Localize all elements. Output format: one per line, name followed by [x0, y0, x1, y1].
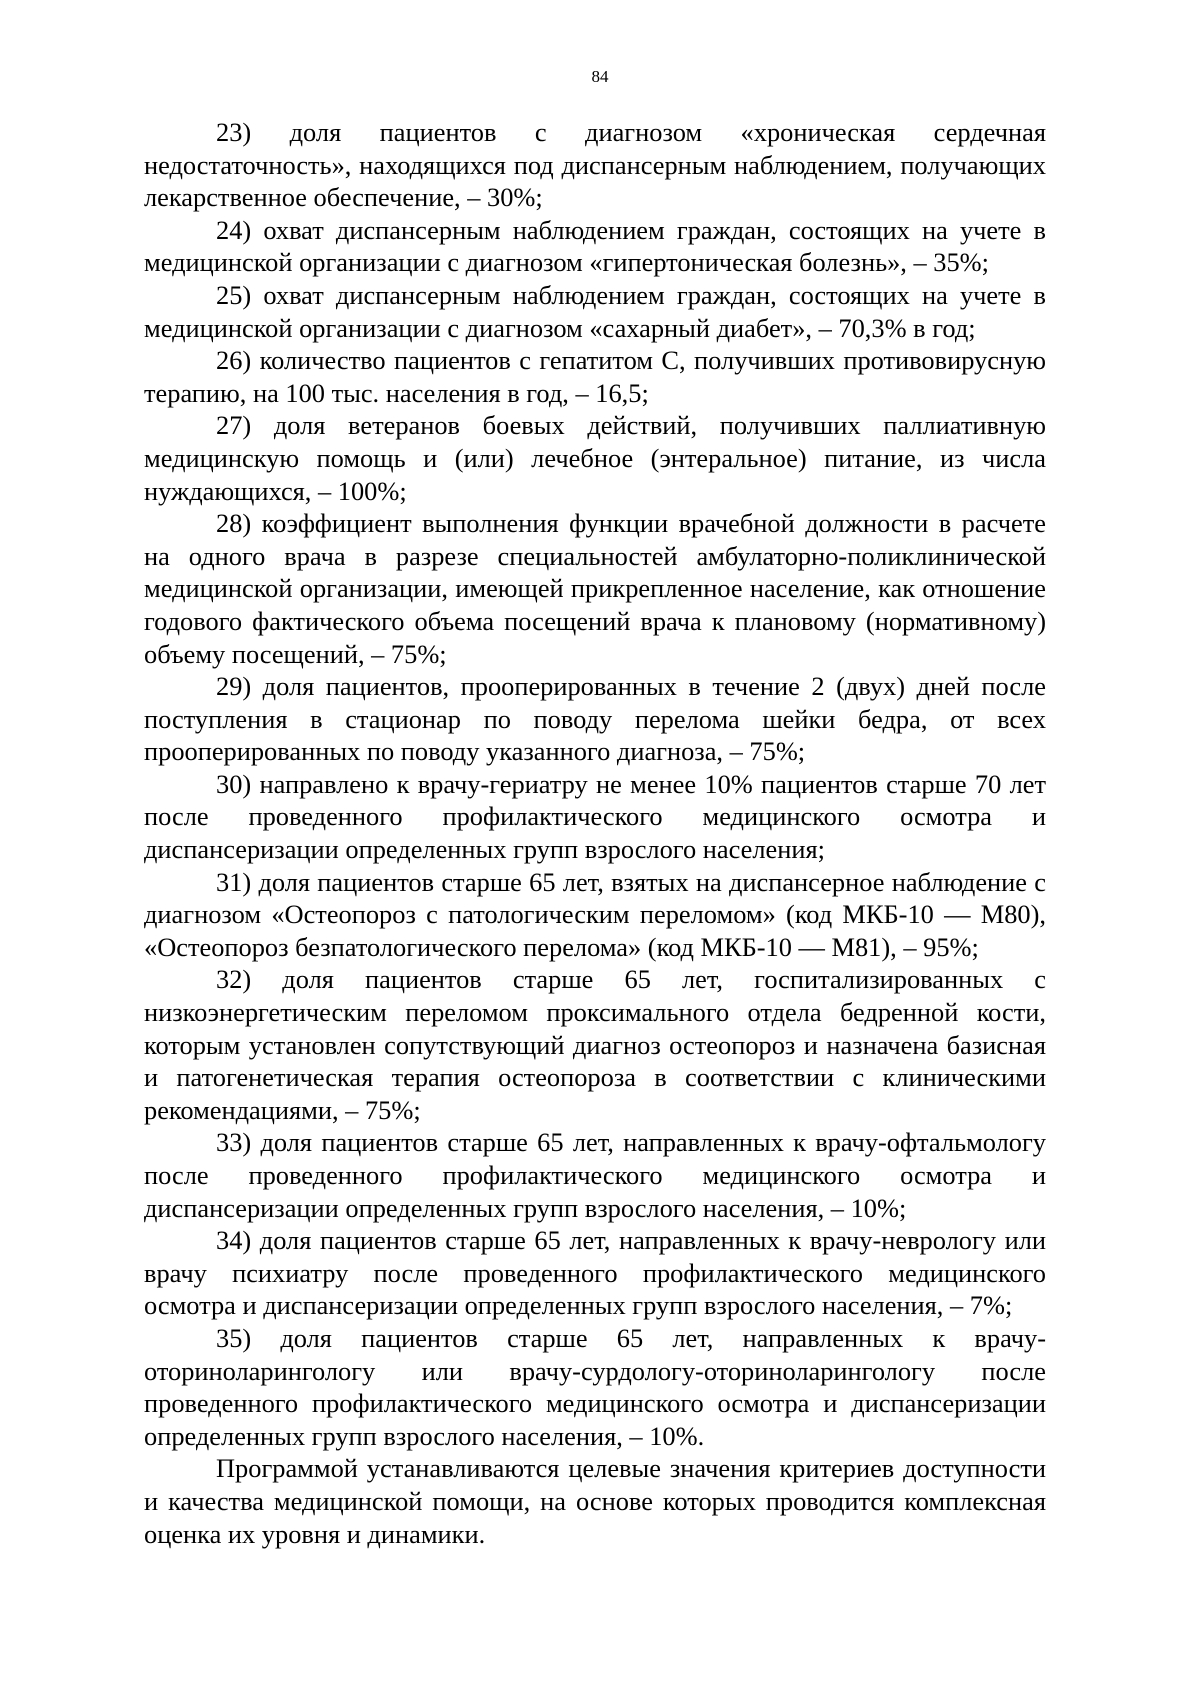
list-item-29: 29) доля пациентов, прооперированных в течение 2 (двух) дней после поступления в стационар по поводу перелома шейки бедра, от всех прооперированных по поводу указанного диагноза, – 75%; [144, 671, 1046, 767]
list-item-23: 23) доля пациентов с диагнозом «хроническая сердечная недостаточность», находящихся под диспансерным наблюдением, получающих лекарственное обеспечение, – 30%; [144, 117, 1046, 213]
closing-paragraph: Программой устанавливаются целевые значения критериев доступности и качества медицинской помощи, на основе которых проводится комплексная оценка их уровня и динамики. [144, 1453, 1046, 1549]
document-body [144, 116, 1046, 1550]
list-item-35: 35) доля пациентов старше 65 лет, направленных к врачу-оториноларингологу или врачу-сурдологу-оториноларингологу после проведенного профилактического медицинского осмотра и диспансеризации определенных групп взрослого населения, – 10%. [144, 1322, 1046, 1451]
list-item-31: 31) доля пациентов старше 65 лет, взятых на диспансерное наблюдение с диагнозом «Остеопороз с патологическим переломом» (код МКБ-10 — M80), «Остеопороз безпатологического перелома» (код МКБ-10 — M81), – 95%; [144, 866, 1046, 962]
list-item-27: 27) доля ветеранов боевых действий, получивших паллиативную медицинскую помощь и (или) лечебное (энтеральное) питание, из числа нуждающихся, – 100%; [144, 410, 1046, 506]
list-item-28: 28) коэффициент выполнения функции врачебной должности в расчете на одного врача в разрезе специальностей амбулаторно-поликлинической медицинской организации, имеющей прикрепленное население, как отношение годового фактического объема посещений врача к плановому (нормативному) объему посещений, – 75%; [144, 508, 1046, 669]
list-item-33: 33) доля пациентов старше 65 лет, направленных к врачу-офтальмологу после проведенного профилактического медицинского осмотра и диспансеризации определенных групп взрослого населения, – 10%; [144, 1127, 1046, 1223]
list-item-30: 30) направлено к врачу-гериатру не менее 10% пациентов старше 70 лет после проведенного профилактического медицинского осмотра и диспансеризации определенных групп взрослого населения; [144, 768, 1046, 865]
page-number: 84 [591, 67, 609, 86]
list-item-26: 26) количество пациентов с гепатитом С, получивших противовирусную терапию, на 100 тыс. населения в год, – 16,5; [144, 345, 1046, 408]
list-item-24: 24) охват диспансерным наблюдением граждан, состоящих на учете в медицинской организации с диагнозом «гипертоническая болезнь», – 35%; [144, 214, 1046, 278]
list-item-34: 34) доля пациентов старше 65 лет, направленных к врачу-неврологу или врачу психиатру после проведенного профилактического медицинского осмотра и диспансеризации определенных групп взрослого населения, – 7%; [144, 1225, 1046, 1321]
list-item-32: 32) доля пациентов старше 65 лет, госпитализированных с низкоэнергетическим переломом проксимального отдела бедренной кости, которым установлен сопутствующий диагноз остеопороз и назначена базисная и патогенетическая терапия остеопороза в соответствии с клиническими рекомендациями, – 75%; [144, 964, 1046, 1125]
list-item-25: 25) охват диспансерным наблюдением граждан, состоящих на учете в медицинской организации с диагнозом «сахарный диабет», – 70,3% в год; [144, 279, 1046, 343]
